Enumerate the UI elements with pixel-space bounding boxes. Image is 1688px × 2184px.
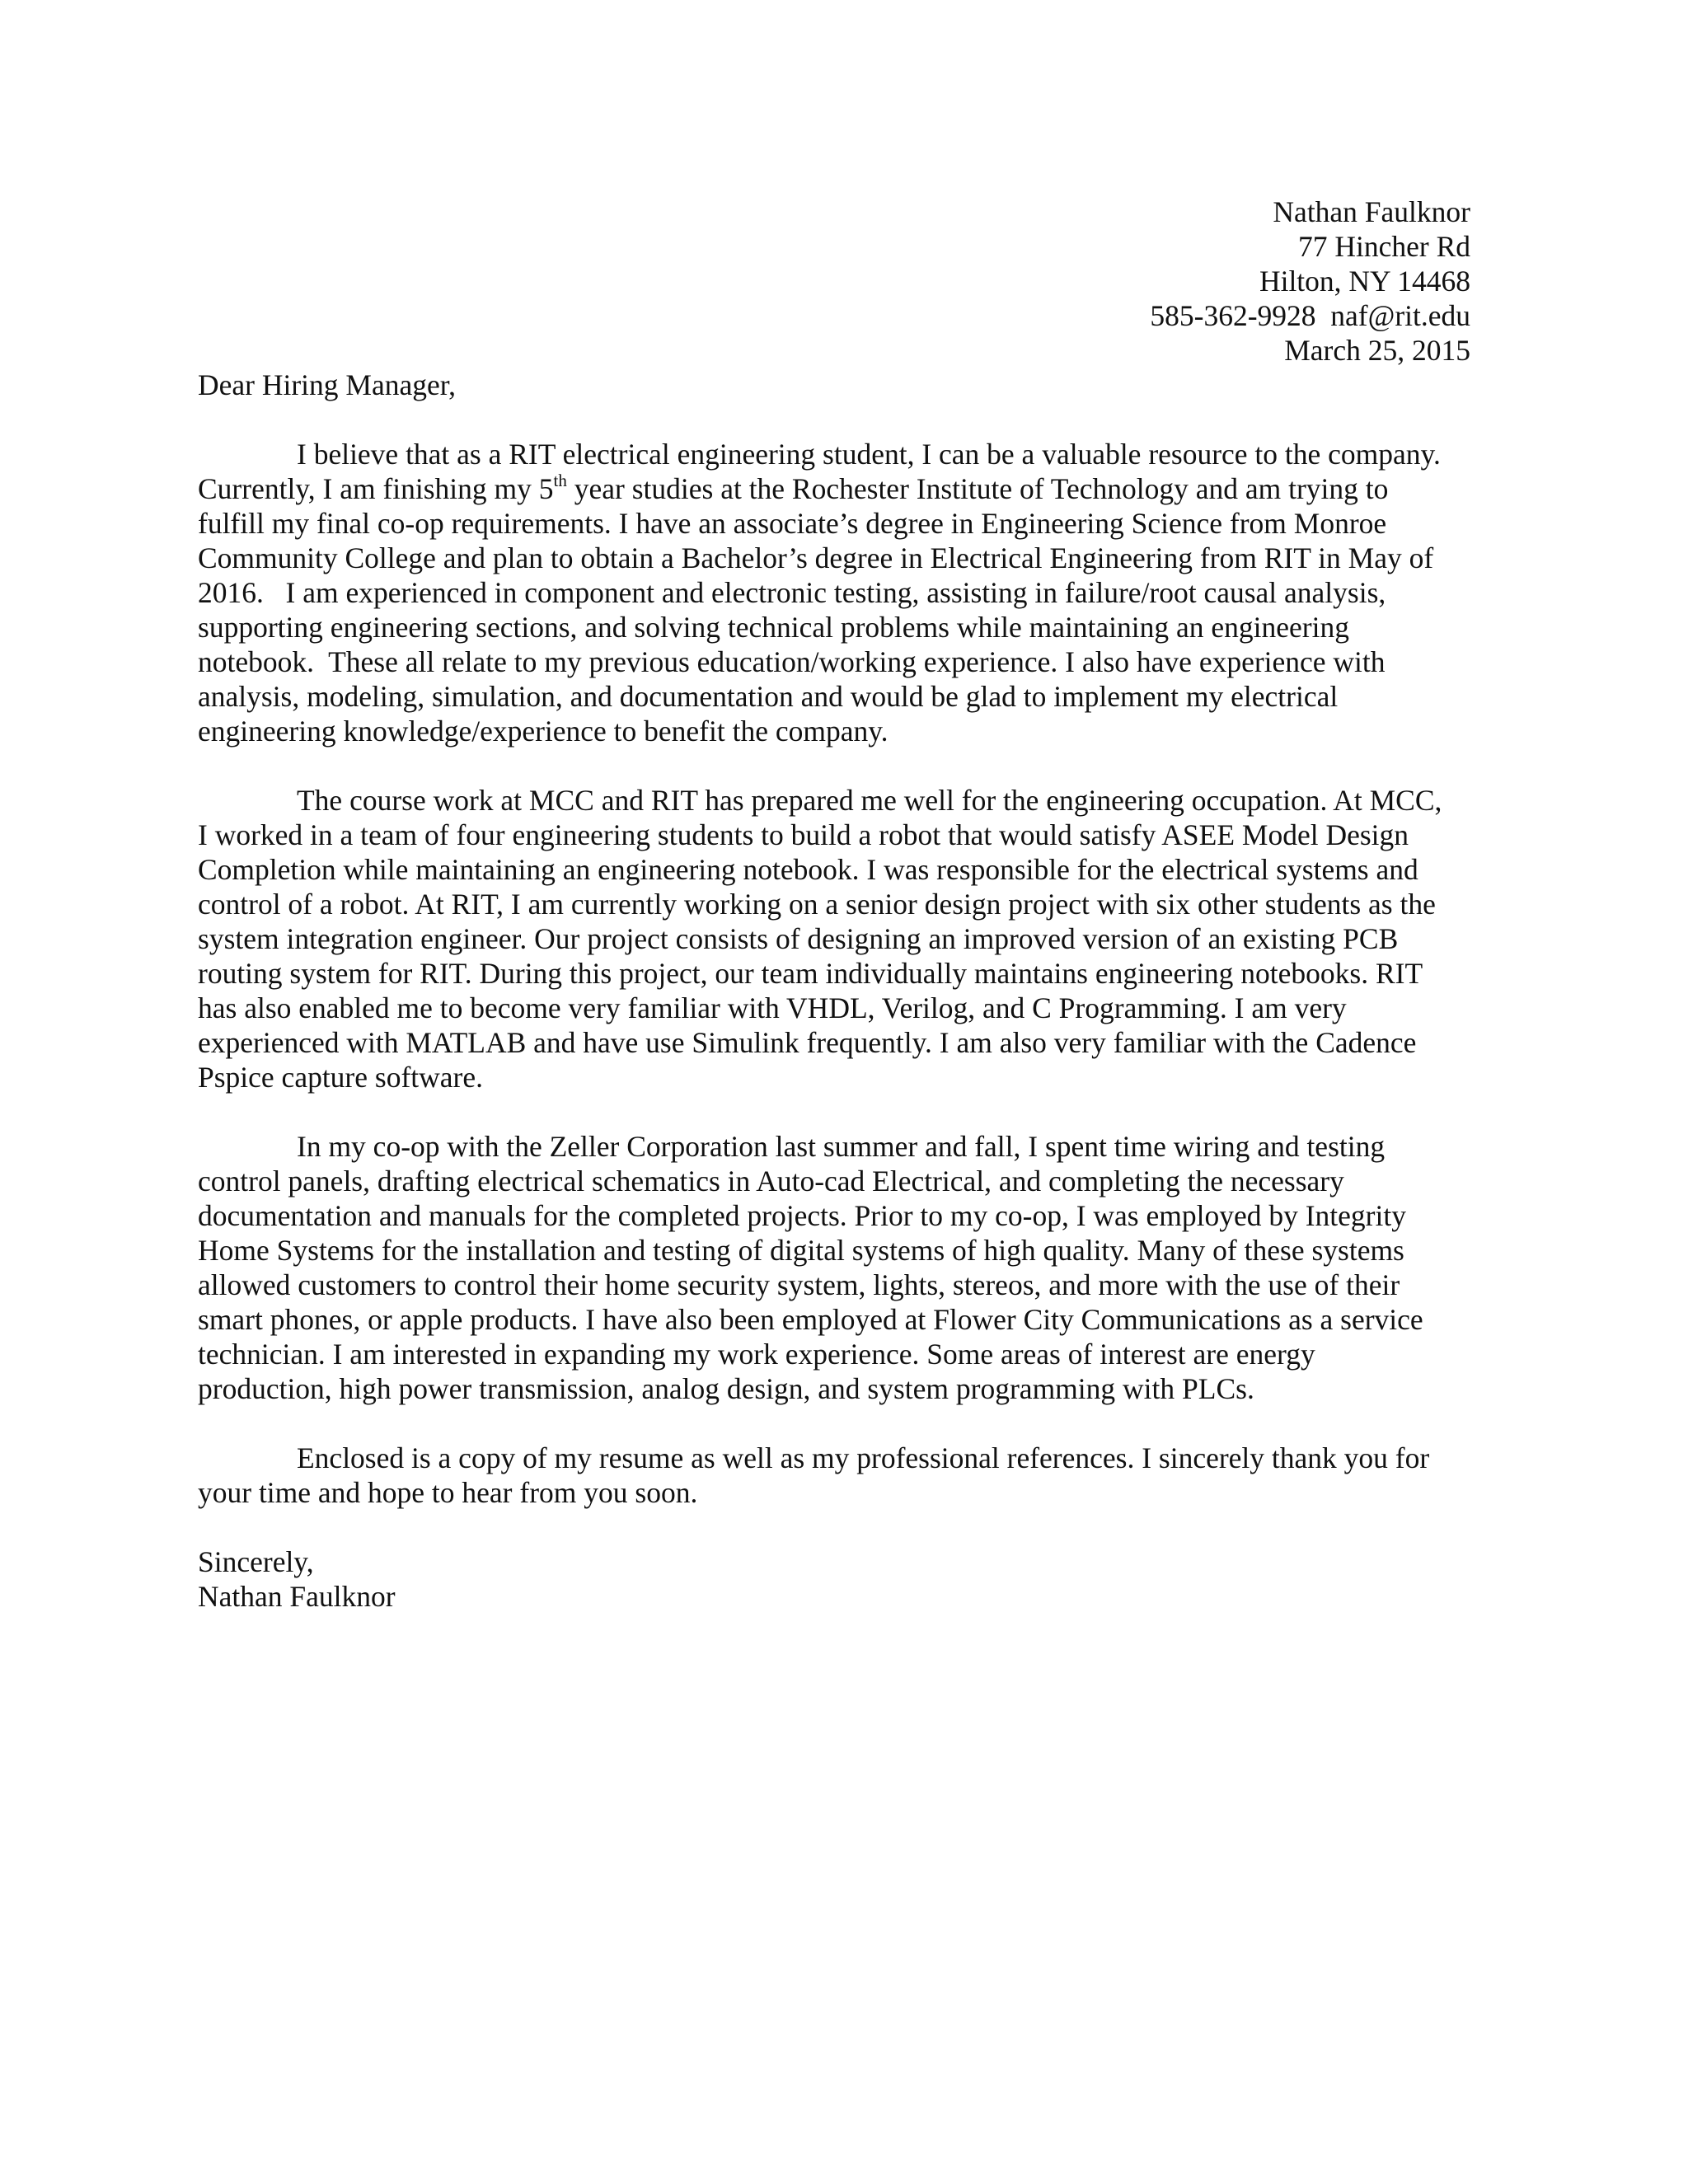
paragraph-line: engineering knowledge/experience to benefit the company. [198,715,889,748]
paragraph-1 [198,437,1484,748]
paragraph-line: documentation and manuals for the completed projects. Prior to my co-op, I was employed by Integrity [198,1199,1406,1232]
paragraph-line: Pspice capture software. [198,1061,483,1094]
sender-email: naf@rit.edu [1330,299,1470,332]
paragraph-line: notebook. These all relate to my previous education/working experience. I also have experience with [198,645,1386,678]
paragraph-line: 2016. I am experienced in component and electronic testing, assisting in failure/root causal analysis, [198,576,1386,609]
paragraph-line: control panels, drafting electrical schematics in Auto-cad Electrical, and completing the necessary [198,1165,1344,1197]
sender-name: Nathan Faulknor [1273,195,1470,228]
sender-address-block [1150,194,1470,368]
sender-city-state-zip: Hilton, NY 14468 [1259,265,1470,298]
letter-date: March 25, 2015 [1284,334,1470,367]
paragraph-4 [198,1441,1484,1510]
paragraph-line: smart phones, or apple products. I have also been employed at Flower City Communications as a service [198,1303,1423,1336]
line-text: Currently, I am finishing my 5 [198,472,554,505]
salutation: Dear Hiring Manager, [198,368,457,401]
paragraph-3 [198,1129,1484,1406]
paragraph-2 [198,783,1484,1094]
paragraph-line: routing system for RIT. During this project, our team individually maintains engineering notebooks. RIT [198,957,1423,990]
paragraph-line: The course work at MCC and RIT has prepared me well for the engineering occupation. At MCC, [297,784,1442,817]
valediction: Sincerely, [198,1545,314,1578]
paragraph-line: system integration engineer. Our project consists of designing an improved version of an existing PCB [198,922,1399,955]
closing-block [198,1544,396,1614]
paragraph-line: Enclosed is a copy of my resume as well as my professional references. I sincerely thank you for [297,1441,1430,1474]
paragraph-line: production, high power transmission, analog design, and system programming with PLCs. [198,1372,1254,1405]
paragraph-line: supporting engineering sections, and solving technical problems while maintaining an engineering [198,611,1349,644]
paragraph-line: technician. I am interested in expanding my work experience. Some areas of interest are energy [198,1338,1315,1371]
paragraph-line: allowed customers to control their home security system, lights, stereos, and more with the use of their [198,1268,1400,1301]
paragraph-line [198,471,1484,506]
sender-phone: 585-362-9928 [1150,299,1316,332]
paragraph-line: your time and hope to hear from you soon. [198,1476,698,1509]
paragraph-line: control of a robot. At RIT, I am currently working on a senior design project with six other students as the [198,888,1436,921]
paragraph-line: has also enabled me to become very familiar with VHDL, Verilog, and C Programming. I am very [198,991,1347,1024]
paragraph-line: experienced with MATLAB and have use Simulink frequently. I am also very familiar with the Cadence [198,1026,1417,1059]
paragraph-line: In my co-op with the Zeller Corporation last summer and fall, I spent time wiring and testing [297,1130,1386,1163]
paragraph-line: I believe that as a RIT electrical engineering student, I can be a valuable resource to the company. [297,438,1441,471]
superscript-ordinal: th [553,471,567,491]
sender-street: 77 Hincher Rd [1297,230,1470,263]
sender-contact [1150,298,1470,333]
paragraph-line: Home Systems for the installation and testing of digital systems of high quality. Many of these systems [198,1234,1404,1267]
paragraph-line: Community College and plan to obtain a Bachelor’s degree in Electrical Engineering from RIT in May of [198,541,1434,574]
paragraph-line: analysis, modeling, simulation, and documentation and would be glad to implement my electrical [198,680,1339,713]
signature-name: Nathan Faulknor [198,1580,396,1613]
line-text: year studies at the Rochester Institute of Technology and am trying to [566,472,1389,505]
paragraph-line: fulfill my final co-op requirements. I have an associate’s degree in Engineering Science from Monroe [198,507,1387,540]
paragraph-line: Completion while maintaining an engineering notebook. I was responsible for the electrical systems and [198,853,1418,886]
paragraph-line: I worked in a team of four engineering students to build a robot that would satisfy ASEE Model Design [198,818,1409,851]
